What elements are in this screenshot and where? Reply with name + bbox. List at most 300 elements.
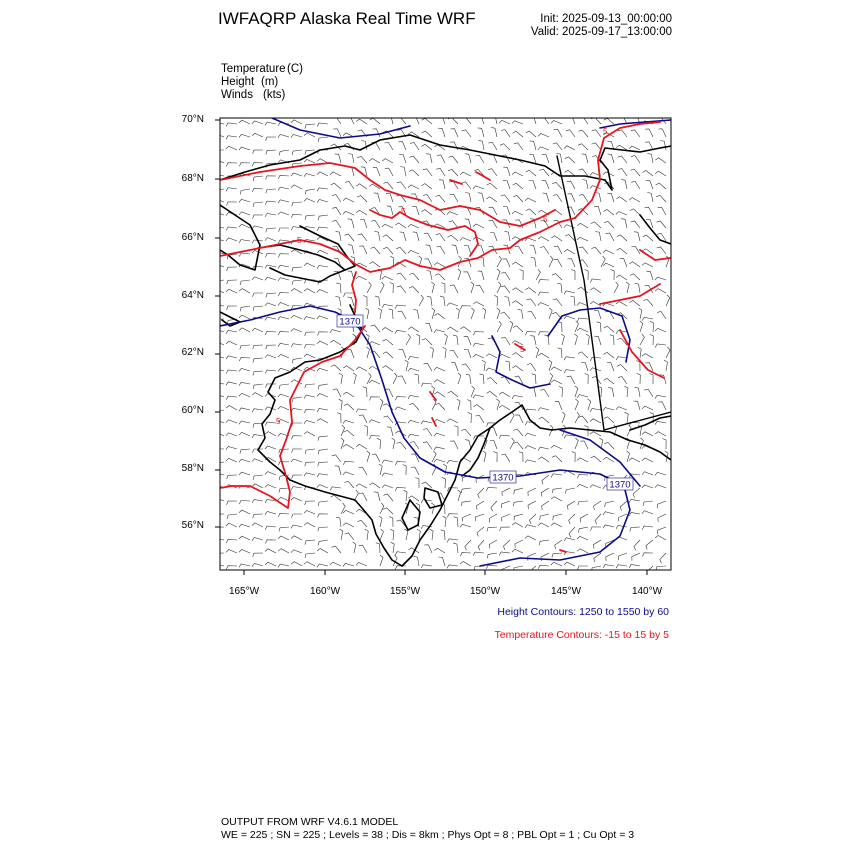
wind-barb [604, 352, 615, 358]
wind-barb [318, 527, 328, 531]
wind-barb [482, 308, 485, 319]
wind-barb [240, 306, 250, 311]
wind-barb [253, 384, 263, 389]
wind-barb [239, 357, 250, 361]
wind-barb [479, 374, 484, 384]
wind-barb [452, 245, 458, 254]
wind-barb [594, 501, 602, 510]
wind-barb [395, 397, 406, 401]
wind-barb [513, 195, 523, 202]
wind-barb [434, 380, 445, 384]
wind-barb [553, 195, 562, 202]
wind-barb [372, 454, 380, 462]
wind-barb [226, 123, 237, 127]
wind-barb [239, 382, 250, 385]
wind-barb [423, 429, 432, 436]
wind-barb [239, 501, 250, 505]
wind-barb [410, 143, 419, 151]
wind-barb [348, 245, 354, 254]
wind-barb [552, 456, 562, 462]
wind-barb [435, 274, 445, 280]
wind-barb [552, 182, 562, 189]
wind-barb [409, 170, 419, 176]
wind-barb [213, 432, 224, 436]
wind-barb [551, 497, 562, 501]
wind-barb [343, 198, 354, 202]
wind-barb [515, 220, 523, 228]
wind-barb [422, 482, 432, 488]
wind-barb [447, 539, 458, 543]
wind-barb [441, 283, 445, 293]
wind-barb [226, 370, 237, 374]
wind-barb [266, 345, 276, 349]
wind-barb [513, 442, 523, 449]
wind-barb [473, 405, 484, 410]
wind-barb [292, 267, 302, 272]
wind-barb [575, 438, 578, 449]
wind-barb [383, 339, 393, 345]
temperature-contours-legend: Temperature Contours: -15 to 15 by 5 [494, 629, 669, 641]
wind-barb [579, 527, 589, 533]
wind-barb [512, 523, 523, 527]
wind-barb [265, 277, 276, 280]
wind-barb [529, 566, 536, 576]
wind-barb [265, 122, 276, 125]
wind-barb [239, 550, 250, 554]
wind-barb [512, 395, 523, 398]
wind-barb [578, 352, 588, 358]
wind-barb [304, 432, 315, 436]
wind-barb [291, 536, 302, 540]
wind-barb [279, 527, 289, 532]
wind-barb [278, 549, 289, 553]
wind-barb [501, 272, 510, 280]
wind-barb [476, 285, 484, 293]
wind-barb [473, 224, 484, 228]
wind-barb [616, 197, 627, 202]
wind-barb [631, 156, 640, 163]
wind-barb [426, 154, 432, 163]
wind-barb [590, 357, 601, 361]
wind-barb [463, 514, 471, 521]
wind-barb [448, 235, 458, 241]
wind-barb [530, 141, 536, 150]
wind-barb [318, 436, 328, 441]
wind-barb [304, 395, 315, 398]
coastline [220, 135, 671, 566]
wind-barb [305, 332, 315, 336]
wind-barb [475, 155, 484, 163]
wind-barb [377, 438, 381, 449]
wind-barb [423, 442, 432, 449]
wind-barb [304, 421, 315, 424]
wind-barb [505, 361, 510, 371]
wind-barb [213, 289, 224, 293]
wind-barb [265, 317, 276, 320]
wind-barb [336, 283, 341, 293]
wind-barb [475, 415, 484, 423]
wind-barb [591, 456, 601, 462]
wind-barb [226, 396, 237, 400]
wind-barb [465, 540, 471, 550]
wind-barb [658, 527, 666, 534]
wind-barb [279, 150, 289, 155]
wind-barb [489, 155, 497, 163]
wind-barb [383, 247, 393, 254]
wind-barb [213, 122, 224, 125]
wind-barb [292, 358, 302, 363]
wind-barb [239, 253, 250, 257]
wind-barb [656, 183, 666, 189]
wind-barb [252, 564, 263, 567]
wind-barb [369, 420, 380, 423]
wind-barb [501, 454, 510, 462]
wind-barb [460, 524, 471, 527]
wind-barb [227, 475, 237, 479]
wind-barb [213, 539, 224, 543]
wind-barb [512, 301, 523, 306]
wind-barb [655, 421, 666, 424]
wind-barb [390, 282, 394, 293]
wind-barb [265, 549, 276, 553]
wind-barb [525, 198, 536, 202]
wind-barb [564, 370, 575, 373]
wind-barb [567, 501, 575, 510]
wind-barb [226, 550, 237, 554]
wind-barb [421, 383, 432, 387]
wind-barb [317, 227, 328, 231]
wind-barb [305, 501, 315, 505]
wind-barb [603, 250, 614, 254]
wind-barb [655, 472, 666, 475]
wind-barb [291, 459, 302, 462]
wind-barb [460, 306, 471, 310]
wind-barb [239, 120, 250, 124]
wind-barb [291, 185, 302, 189]
wind-barb [213, 369, 224, 372]
wind-barb [532, 374, 536, 384]
wind-barb [572, 452, 576, 463]
wind-barb [487, 391, 498, 397]
wind-barb [213, 382, 224, 385]
wind-barb [513, 326, 523, 332]
wind-barb [278, 394, 289, 397]
wind-barb [266, 176, 277, 180]
wind-barb [386, 193, 393, 202]
wind-barb [646, 271, 653, 280]
wind-barb [564, 249, 575, 254]
wind-barb [347, 350, 354, 359]
wind-barb [393, 373, 397, 384]
wind-barb [642, 485, 653, 488]
wind-barb [278, 175, 289, 179]
wind-barb [502, 488, 510, 496]
wind-barb [412, 206, 419, 215]
wind-barb [551, 445, 562, 449]
wind-barb [458, 490, 461, 501]
wind-barb [318, 514, 329, 518]
wind-barb [213, 420, 224, 423]
wind-barb [616, 525, 627, 528]
wind-barb [489, 514, 497, 522]
wind-barb [226, 420, 237, 423]
wind-barb [447, 419, 458, 423]
wind-barb [443, 516, 447, 527]
wind-barb [631, 221, 640, 228]
wind-barb [423, 169, 432, 176]
wind-barb [528, 501, 536, 509]
wind-barb [555, 540, 562, 549]
wind-barb [278, 564, 289, 567]
wind-barb [619, 553, 628, 560]
wind-barb [499, 354, 510, 358]
wind-barb [226, 539, 237, 543]
wind-barb [513, 566, 523, 572]
wind-barb [252, 328, 263, 332]
wind-barb [417, 529, 420, 540]
wind-barb [577, 395, 588, 398]
wind-barb [363, 296, 367, 307]
wind-barb [265, 422, 276, 426]
wind-barb [265, 370, 276, 374]
wind-barb [318, 215, 328, 220]
wind-barb [421, 184, 432, 189]
wind-barb [554, 246, 562, 254]
wind-barb [404, 490, 408, 501]
wind-barb [501, 195, 510, 202]
wind-barb [488, 169, 497, 176]
wind-barb [399, 154, 406, 163]
wind-barb [291, 525, 302, 528]
wind-barb [398, 311, 406, 319]
wind-barb [410, 156, 420, 163]
wind-barb [553, 299, 562, 306]
wind-barb [577, 536, 588, 540]
wind-barb [253, 514, 263, 518]
wind-barb [448, 391, 459, 397]
wind-barb [343, 421, 354, 424]
lat-label: 70°N [181, 114, 204, 125]
wind-barb [542, 154, 549, 163]
wind-barb [252, 538, 263, 541]
wind-barb [305, 384, 315, 388]
wind-barb [337, 413, 341, 423]
wind-barb [375, 231, 381, 241]
wind-barb [499, 120, 510, 124]
wind-barb [590, 186, 601, 189]
wind-barb [655, 328, 666, 332]
wind-barb [462, 130, 471, 137]
wind-barb [448, 169, 458, 176]
wind-barb [278, 303, 289, 307]
wind-barb [491, 501, 497, 511]
wind-barb [421, 565, 432, 568]
wind-barb [565, 157, 575, 163]
wind-barb [489, 540, 497, 548]
wind-barb [629, 565, 640, 569]
wind-barb [376, 543, 380, 553]
wind-barb [382, 328, 393, 333]
wind-barb [291, 289, 302, 294]
wind-barb [363, 387, 367, 397]
wind-barb [253, 475, 263, 480]
wind-barb [538, 237, 549, 241]
wind-barb [443, 464, 446, 475]
wind-barb [409, 287, 419, 294]
wind-barb [266, 540, 277, 544]
wind-barb [239, 199, 250, 202]
wind-barb [305, 124, 315, 129]
wind-barb [304, 409, 315, 413]
wind-barb [461, 501, 471, 506]
field-unit: (kts) [263, 89, 286, 101]
wind-barb [367, 373, 371, 384]
wind-barb [356, 367, 367, 371]
temperature-contour-label: 5 [276, 417, 281, 426]
wind-barb [656, 195, 666, 202]
wind-barb [526, 131, 536, 137]
wind-barb [567, 194, 575, 202]
wind-barb [227, 514, 237, 519]
wind-barb [512, 121, 523, 124]
wind-barb [343, 563, 354, 566]
wind-barb [265, 201, 276, 205]
wind-barb [330, 172, 341, 176]
wind-barb [634, 401, 640, 410]
field-name: Height [221, 76, 255, 88]
wind-barb [491, 128, 497, 137]
wind-barb [382, 276, 393, 280]
border-line [557, 156, 604, 430]
wind-barb [512, 288, 523, 293]
wind-barb [380, 399, 383, 410]
wind-barb [539, 169, 549, 176]
wind-barb [317, 123, 328, 127]
wind-barb [629, 513, 640, 517]
wind-barb [616, 407, 627, 410]
wind-barb [317, 409, 328, 413]
wind-barb [520, 270, 524, 281]
wind-barb [387, 115, 393, 124]
wind-barb [239, 369, 250, 372]
wind-barb [580, 514, 588, 522]
wind-barb [331, 365, 341, 371]
wind-barb [595, 193, 601, 203]
wind-barb [339, 399, 343, 410]
wind-barb [616, 212, 627, 215]
wind-barb [408, 420, 419, 423]
field-name: Winds [221, 89, 253, 101]
wind-barb [536, 269, 540, 280]
wind-barb [519, 452, 523, 462]
wind-barb [540, 389, 549, 397]
wind-barb [413, 309, 419, 319]
wind-barb [291, 315, 302, 319]
wind-barb [265, 432, 276, 436]
wind-barb [438, 115, 445, 124]
wind-barb [339, 373, 343, 384]
wind-barb [538, 353, 549, 358]
wind-barb [473, 343, 484, 346]
wind-barb [473, 237, 484, 241]
wind-barb [450, 441, 458, 449]
wind-barb [486, 368, 497, 371]
wind-barb [487, 378, 497, 384]
wind-barb [397, 286, 406, 293]
wind-barb [253, 293, 264, 297]
wind-barb [527, 299, 536, 306]
wind-barb [265, 355, 276, 358]
wind-barb [371, 220, 380, 228]
wind-barb [384, 416, 393, 423]
wind-barb [364, 425, 368, 436]
wind-barb [473, 354, 484, 358]
wind-barb [650, 334, 654, 345]
wind-barb [514, 514, 523, 520]
wind-barb [265, 446, 276, 449]
wind-barb [643, 171, 654, 177]
wind-barb [422, 339, 432, 345]
wind-barb [566, 130, 575, 137]
wind-barb [387, 427, 393, 436]
wind-barb [213, 227, 224, 231]
wind-barb [265, 303, 276, 306]
wind-barb [462, 364, 471, 371]
wind-barb [501, 130, 510, 137]
wind-barb [497, 269, 500, 280]
wind-barb [266, 189, 276, 193]
wind-barb [608, 154, 615, 163]
wind-barb [538, 408, 549, 411]
wind-barb [317, 368, 328, 371]
lat-label: 58°N [181, 463, 204, 474]
wind-barb [662, 439, 666, 450]
wind-barb [239, 510, 250, 514]
wind-barb [395, 330, 406, 333]
wind-barb [666, 295, 670, 306]
wind-barb [426, 271, 432, 281]
wind-barb [427, 296, 432, 306]
wind-barb [577, 549, 588, 553]
wind-barb [382, 159, 393, 163]
wind-barb [597, 322, 601, 332]
wind-barb [478, 540, 484, 550]
wind-barb [480, 257, 485, 267]
wind-barb [564, 225, 575, 228]
wind-barb [317, 290, 328, 294]
wind-barb [317, 549, 328, 554]
wind-barb [239, 315, 250, 319]
wind-barb [630, 527, 640, 531]
wind-barb [317, 394, 328, 398]
wind-barb [451, 363, 458, 372]
wind-barb [476, 501, 484, 510]
wind-barb [642, 354, 653, 358]
wind-barb [356, 484, 367, 488]
wind-barb [425, 323, 432, 332]
wind-barb [642, 432, 653, 436]
wind-barb [489, 220, 498, 228]
wind-barb [603, 263, 614, 267]
wind-barb [383, 352, 393, 358]
wind-barb [502, 514, 510, 521]
wind-barb [292, 202, 302, 206]
wind-barb [567, 181, 575, 189]
wind-barb [399, 142, 407, 150]
model-info-line1: OUTPUT FROM WRF V4.6.1 MODEL [221, 816, 399, 828]
wind-barb [399, 350, 406, 358]
wind-barb [477, 245, 484, 254]
